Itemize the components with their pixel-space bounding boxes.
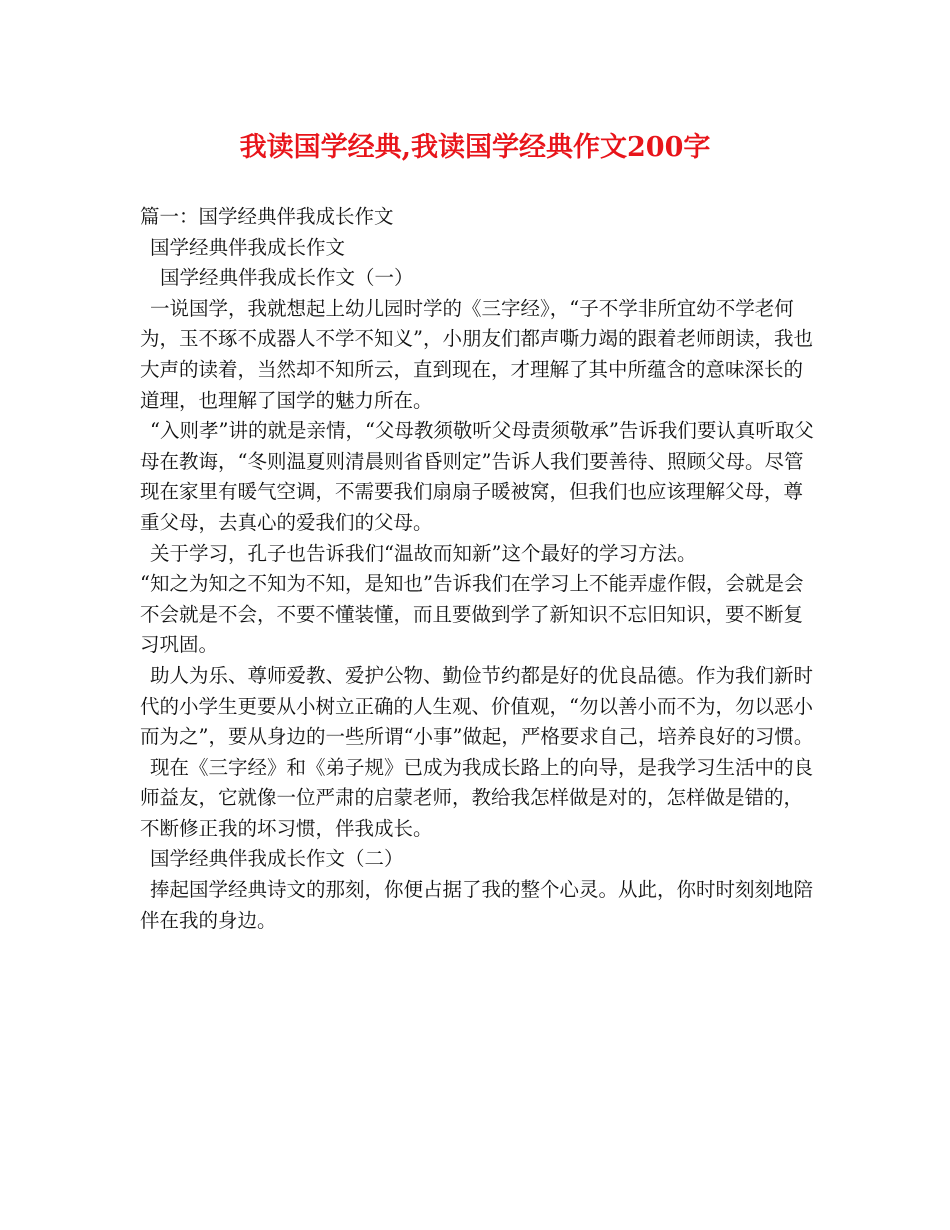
- article-subtitle: 国学经典伴我成长作文（二）: [150, 847, 404, 871]
- article-subtitle: 国学经典伴我成长作文（一）: [160, 266, 414, 290]
- body-paragraph: “知之为知之不知为不知，是知也”告诉我们在学习上不能弄虚作假，会就是会不会就是不会，不要不懂装懂，而且要做到学了新知识不忘旧知识，要不断复习巩固。: [140, 572, 804, 657]
- section-heading: 篇一：国学经典伴我成长作文: [140, 205, 394, 228]
- body-paragraph: 捧起国学经典诗文的那刻，你便占据了我的整个心灵。从此，你时时刻刻地陪伴在我的身边。: [140, 878, 814, 932]
- body-paragraph: 助人为乐、尊师爱教、爱护公物、勤俭节约都是好的优良品德。作为我们新时代的小学生更要从小树立正确的人生观、价值观，“勿以善小而不为，勿以恶小而为之”，要从身边的一些所谓“小事”做起，严格要求自己，培养良好的习惯。: [140, 663, 814, 749]
- body-paragraph: 现在《三字经》和《弟子规》已成为我成长路上的向导，是我学习生活中的良师益友，它就像一位严肃的启蒙老师，教给我怎样做是对的，怎样做是错的，不断修正我的坏习惯，伴我成长。: [140, 755, 814, 840]
- body-paragraph: 关于学习，孔子也告诉我们“温故而知新”这个最好的学习方法。: [150, 541, 697, 565]
- body-paragraph: “入则孝”讲的就是亲情，“父母教须敬听父母责须敬承”告诉我们要认真听取父母在教诲，“冬则温夏则清晨则省昏则定”告诉人我们要善待、照顾父母。尽管现在家里有暖气空调，不需要我们扇扇子暖被窝，但我们也应该理解父母，尊重父母，去真心的爱我们的父母。: [140, 419, 814, 534]
- document-title: 我读国学经典,我读国学经典作文200字: [239, 132, 711, 163]
- document-body: [140, 202, 820, 936]
- article-title: 国学经典伴我成长作文: [150, 235, 346, 259]
- body-paragraph: 一说国学，我就想起上幼儿园时学的《三字经》，“子不学非所宜幼不学老何为，玉不琢不成器人不学不知义”，小朋友们都声嘶力竭的跟着老师朗读，我也大声的读着，当然却不知所云，直到现在，才理解了其中所蕴含的意味深长的道理，也理解了国学的魅力所在。: [140, 296, 813, 412]
